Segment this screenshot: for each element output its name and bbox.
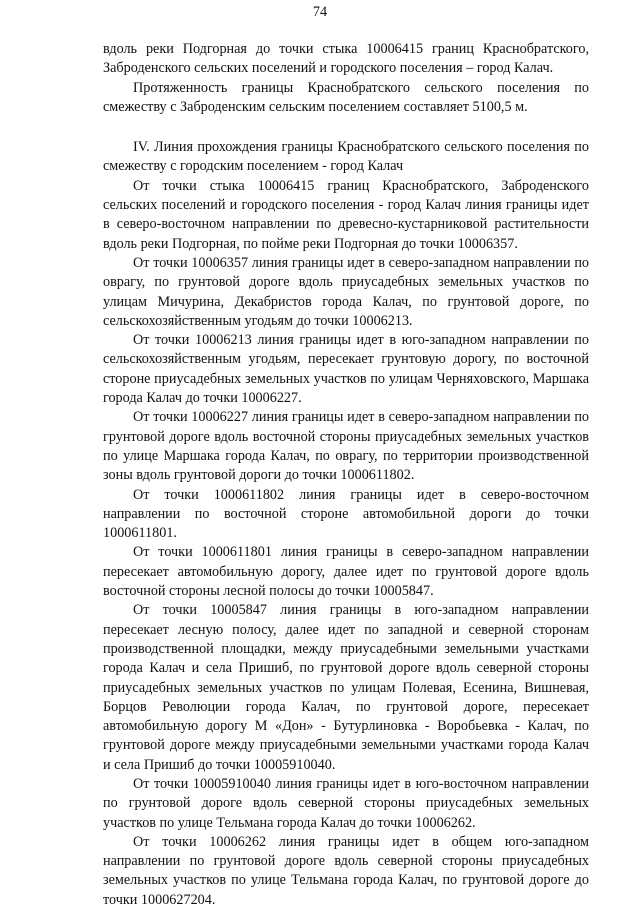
paragraph: От точки 10006357 линия границы идет в северо-западном направлении по оврагу, по грунтовой дороге вдоль приусадебных земельных участков по улицам Мичурина, Декабристов города Калач, по грунтовой дороге, по сельскохозяйственным угодьям до точки 10006213.: [103, 254, 589, 329]
paragraph: От точки 10006262 линия границы идет в общем юго-западном направлении по грунтовой дороге вдоль северной стороны приусадебных земельных участков по улице Тельмана города Калач, по грунтовой дороге до точки 1000627204.: [103, 833, 589, 908]
paragraph: От точки 1000611801 линия границы в северо-западном направлении пересекает автомобильную дорогу, далее идет по грунтовой дороге вдоль восточной стороны лесной полосы до точки 10005847.: [103, 544, 589, 600]
body-text: [103, 40, 589, 910]
paragraph: От точки 10005847 линия границы в юго-западном направлении пересекает лесную полосу, далее идет по западной и северной сторонам производственной площадки, между приусадебными земельными участками города Калач и села Пришиб, по грунтовой дороге вдоль северной стороны приусадебных земельных участков по улицам Полевая, Есенина, Вишневая, Борцов Революции города Калач, по грунтовой дороге, пересекает автомобильную дорогу М «Дон» - Бутурлиновка - Воробьевка - Калач, по грунтовой дороге между приусадебными земельными участками города Калач и села Пришиб до точки 10005910040.: [103, 602, 589, 773]
paragraph: От точки 1000611802 линия границы идет в северо-восточном направлении по восточной стороне автомобильной дороги до точки 1000611801.: [103, 486, 589, 542]
page-number: 74: [312, 4, 328, 20]
paragraph: От точки 10006213 линия границы идет в юго-западном направлении по сельскохозяйственным угодьям, пересекает грунтовую дорогу, по восточной стороне приусадебных земельных участков по улицам Черняховского, Маршака города Калач до точки 10006227.: [103, 332, 589, 407]
paragraph: От точки 10006227 линия границы идет в северо-западном направлении по грунтовой дороге вдоль восточной стороны приусадебных земельных участков по улице Маршака города Калач, по оврагу, по территории производственной зоны вдоль грунтовой дороги до точки 1000611802.: [103, 409, 589, 484]
paragraph: От точки стыка 10006415 границ Краснобратского, Заброденского сельских поселений и городского поселения - город Калач линия границы идет в северо-восточном направлении по древесно-кустарниковой растительности вдоль реки Подгорная, по пойме реки Подгорная до точки 10006357.: [103, 177, 589, 252]
paragraph: От точки 10005910040 линия границы идет в юго-восточном направлении по грунтовой дороге вдоль северной стороны приусадебных земельных участков по улице Тельмана города Калач до точки 10006262.: [103, 775, 589, 831]
paragraph: вдоль реки Подгорная до точки стыка 10006415 границ Краснобратского, Заброденского сельских поселений и городского поселения – город Калач.: [103, 41, 589, 77]
section-heading: IV. Линия прохождения границы Краснобратского сельского поселения по смежеству с городским поселением - город Калач: [103, 139, 589, 175]
paragraph: Протяженность границы Краснобратского сельского поселения по смежеству с Заброденским сельским поселением составляет 5100,5 м.: [103, 79, 589, 115]
